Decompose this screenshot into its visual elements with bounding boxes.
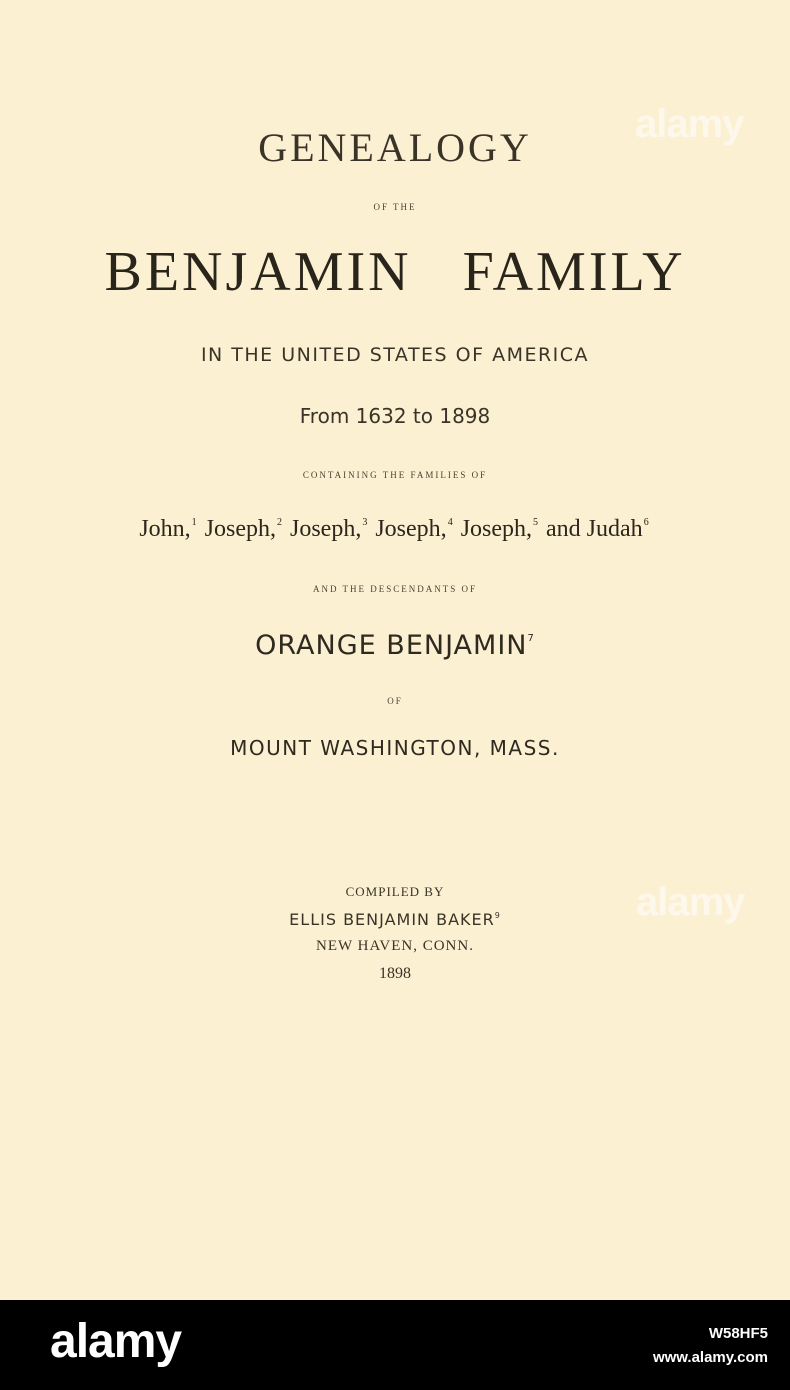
compiled-by-label: COMPILED BY <box>345 884 445 899</box>
author-place: NEW HAVEN, CONN. <box>316 938 474 954</box>
orange-benjamin-generation: 7 <box>527 633 535 644</box>
generation-number: 3 <box>362 517 368 528</box>
title-genealogy: GENEALOGY <box>258 125 532 170</box>
family-name: John, <box>139 516 191 542</box>
family-name: Joseph, <box>375 516 447 542</box>
family-name: Joseph, <box>290 516 362 542</box>
orange-benjamin-heading <box>0 630 790 661</box>
title-benjamin-family: BENJAMIN FAMILY <box>104 241 686 303</box>
descendants-label: AND THE DESCENDANTS OF <box>312 584 478 594</box>
containing-families-label: CONTAINING THE FAMILIES OF <box>302 470 488 480</box>
family-name: Joseph, <box>204 516 276 542</box>
family-names-line <box>0 516 790 543</box>
alamy-url: www.alamy.com <box>652 1349 768 1366</box>
alamy-logo: alamy <box>50 1315 182 1368</box>
generation-number: 6 <box>643 517 649 528</box>
publication-year: 1898 <box>379 965 411 982</box>
generation-number: 2 <box>277 517 282 528</box>
place-mount-washington: MOUNT WASHINGTON, MASS. <box>230 736 560 760</box>
orange-benjamin-text: ORANGE BENJAMIN <box>255 630 528 661</box>
generation-number: 5 <box>533 517 539 528</box>
generation-number: 4 <box>447 517 453 528</box>
author-name-text: ELLIS BENJAMIN BAKER <box>289 910 495 929</box>
generation-number: 1 <box>191 517 197 528</box>
family-name: and Judah <box>546 516 643 542</box>
family-name: Joseph, <box>460 516 533 542</box>
of-label: OF <box>387 696 403 706</box>
of-the-label: OF THE <box>373 202 417 212</box>
watermark-bottom: alamy <box>636 880 745 924</box>
author-generation: 9 <box>494 911 501 920</box>
date-range: From 1632 to 1898 <box>299 404 491 428</box>
subtitle-usa: IN THE UNITED STATES OF AMERICA <box>200 344 590 366</box>
image-id: W58HF5 <box>708 1325 768 1342</box>
watermark-top: alamy <box>635 102 744 146</box>
